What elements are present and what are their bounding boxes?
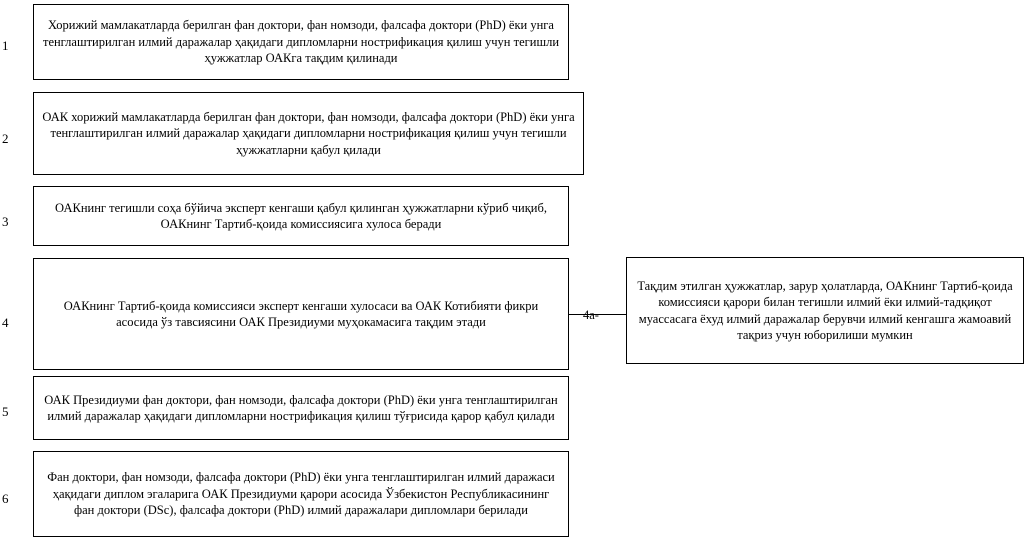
branch-label: 4а- (583, 308, 599, 322)
step-2-text: ОАК хорижий мамлакатларда берилган фан доктори, фан номзоди, фалсафа доктори (PhD) ёки унга тенглаштирилган илмий даражалар ҳақидаги дипломларни нострификация қилиш учун тегишли ҳужжатларни қабул қилади (42, 109, 575, 157)
step-number-1: 1 (2, 38, 9, 53)
step-number-3: 3 (2, 214, 9, 229)
flowchart-step-3 (33, 186, 569, 246)
flowchart-step-1 (33, 4, 569, 80)
step-number-5: 5 (2, 404, 9, 419)
step-1-text: Хорижий мамлакатларда берилган фан доктори, фан номзоди, фалсафа доктори (PhD) ёки унга тенглаштирилган илмий даражалар ҳақидаги дипломларни нострификация қилиш учун тегишли ҳужжатлар ОАКга тақдим қилинади (42, 18, 560, 66)
flowchart-step-5 (33, 376, 569, 440)
flowchart-step-2 (33, 92, 584, 175)
step-4-text: ОАКнинг Тартиб-қоида комиссияси эксперт кенгаши хулосаси ва ОАК Котибияти фикри асосида ўз тавсиясини ОАК Президиуми муҳокамасига тақдим этади (63, 298, 539, 329)
step-5-text: ОАК Президиуми фан доктори, фан номзоди, фалсафа доктори (PhD) ёки унга тенглаштирилган илмий даражалар ҳақидаги дипломларни нострификация қилиш тўғрисида қарор қабул қилади (44, 392, 558, 423)
step-number-2: 2 (2, 131, 9, 146)
step-3-text: ОАКнинг тегишли соҳа бўйича эксперт кенгаши қабул қилинган ҳужжатларни кўриб чиқиб, ОАКнинг Тартиб-қоида комиссиясига хулоса беради (55, 200, 547, 231)
branch-text: Тақдим этилган ҳужжатлар, зарур ҳолатларда, ОАКнинг Тартиб-қоида комиссияси қарори билан тегишли илмий ёки илмий-тадқиқот муассасага ёхуд илмий даражалар берувчи илмий кенгашга жамоавий тақриз учун юборилиши мумкин (637, 278, 1013, 342)
flowchart-step-4 (33, 258, 569, 370)
flowchart-branch-4a (626, 257, 1024, 364)
step-number-6: 6 (2, 491, 9, 506)
step-6-text: Фан доктори, фан номзоди, фалсафа доктори (PhD) ёки унга тенглаштирилган илмий даражаси ҳақидаги диплом эгаларига ОАК Президиуми қарори асосида Ўзбекистон Республикасининг фан доктори (DSc), фалсафа доктори (PhD) илмий даражалари дипломлари берилади (47, 470, 555, 518)
step-number-4: 4 (2, 315, 9, 330)
flowchart-step-6 (33, 451, 569, 537)
